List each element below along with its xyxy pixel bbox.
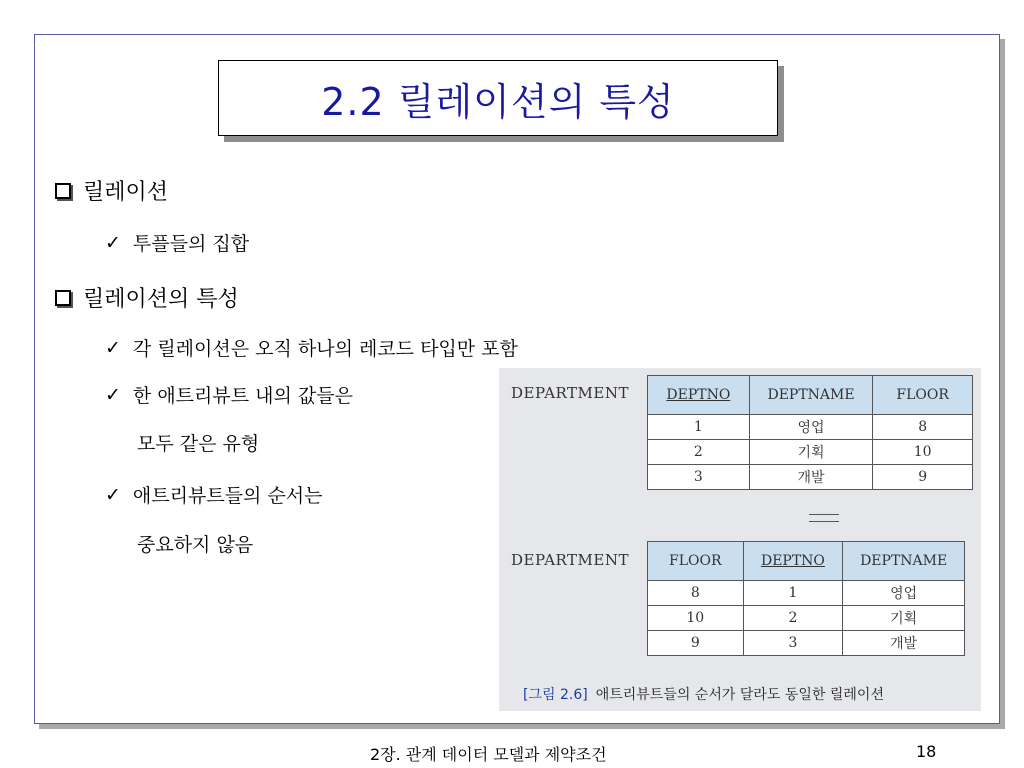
table-cell: 기획 bbox=[749, 440, 873, 465]
header-cell: DEPTNO bbox=[648, 376, 750, 415]
sub-bullet-text: 한 애트리뷰트 내의 값들은 bbox=[132, 385, 353, 407]
table-cell: 영업 bbox=[843, 581, 965, 606]
sub-bullet-text: 각 릴레이션은 오직 하나의 레코드 타입만 포함 bbox=[132, 338, 518, 360]
table-cell: 영업 bbox=[749, 415, 873, 440]
table-cell: 8 bbox=[873, 415, 973, 440]
bullet-text: 릴레이션 bbox=[83, 180, 169, 205]
department-table-2 bbox=[647, 541, 965, 656]
table1-name: DEPARTMENT bbox=[511, 384, 629, 402]
slide-title: 2.2 릴레이션의 특성 bbox=[321, 79, 675, 124]
sub-bullet-tuple-set bbox=[105, 229, 249, 256]
square-bullet-icon bbox=[55, 183, 71, 199]
sub-bullet-text: 애트리뷰트들의 순서는 bbox=[132, 485, 323, 507]
table-cell: 개발 bbox=[843, 631, 965, 656]
square-bullet-icon bbox=[55, 290, 71, 306]
table-row bbox=[648, 415, 973, 440]
bullet-relation bbox=[55, 175, 168, 206]
table-cell: 10 bbox=[873, 440, 973, 465]
table-cell: 3 bbox=[648, 465, 750, 490]
table2-name: DEPARTMENT bbox=[511, 551, 629, 569]
table-cell: 기획 bbox=[843, 606, 965, 631]
table-cell: 10 bbox=[648, 606, 744, 631]
check-icon: ✓ bbox=[105, 231, 121, 254]
header-cell: DEPTNAME bbox=[843, 542, 965, 581]
title-box bbox=[218, 60, 778, 136]
check-icon: ✓ bbox=[105, 336, 121, 359]
table-cell: 9 bbox=[873, 465, 973, 490]
sub-bullet-continuation: 중요하지 않음 bbox=[137, 534, 254, 556]
table-header-row bbox=[648, 542, 965, 581]
header-cell: FLOOR bbox=[648, 542, 744, 581]
table-row bbox=[648, 631, 965, 656]
sub-bullet-text: 투플들의 집합 bbox=[132, 233, 250, 255]
table-row bbox=[648, 440, 973, 465]
table-cell: 2 bbox=[743, 606, 843, 631]
page-number: 18 bbox=[916, 742, 937, 761]
caption-text: 애트리뷰트들의 순서가 달라도 동일한 릴레이션 bbox=[595, 687, 884, 703]
table-cell: 1 bbox=[743, 581, 843, 606]
header-cell: DEPTNO bbox=[743, 542, 843, 581]
sub-bullet-record-type bbox=[105, 334, 518, 361]
footer-chapter: 2장. 관계 데이터 모델과 제약조건 bbox=[370, 745, 607, 764]
table-cell: 1 bbox=[648, 415, 750, 440]
table-cell: 개발 bbox=[749, 465, 873, 490]
equivalence-symbol bbox=[809, 514, 839, 522]
header-cell: FLOOR bbox=[873, 376, 973, 415]
sub-bullet-same-type bbox=[105, 381, 353, 408]
check-icon: ✓ bbox=[105, 383, 121, 406]
table-row bbox=[648, 581, 965, 606]
bullet-relation-properties bbox=[55, 282, 239, 313]
table-row bbox=[648, 606, 965, 631]
bullet-text: 릴레이션의 특성 bbox=[83, 287, 239, 312]
table-cell: 3 bbox=[743, 631, 843, 656]
figure-2-6 bbox=[499, 368, 981, 711]
figure-caption bbox=[523, 684, 884, 704]
table-cell: 8 bbox=[648, 581, 744, 606]
table-row bbox=[648, 465, 973, 490]
check-icon: ✓ bbox=[105, 483, 121, 506]
table-header-row bbox=[648, 376, 973, 415]
department-table-1 bbox=[647, 375, 973, 490]
header-cell: DEPTNAME bbox=[749, 376, 873, 415]
table-cell: 9 bbox=[648, 631, 744, 656]
sub-bullet-attribute-order bbox=[105, 481, 323, 508]
table-cell: 2 bbox=[648, 440, 750, 465]
caption-number: [그림 2.6] bbox=[523, 687, 588, 703]
sub-bullet-continuation: 모두 같은 유형 bbox=[137, 433, 260, 455]
